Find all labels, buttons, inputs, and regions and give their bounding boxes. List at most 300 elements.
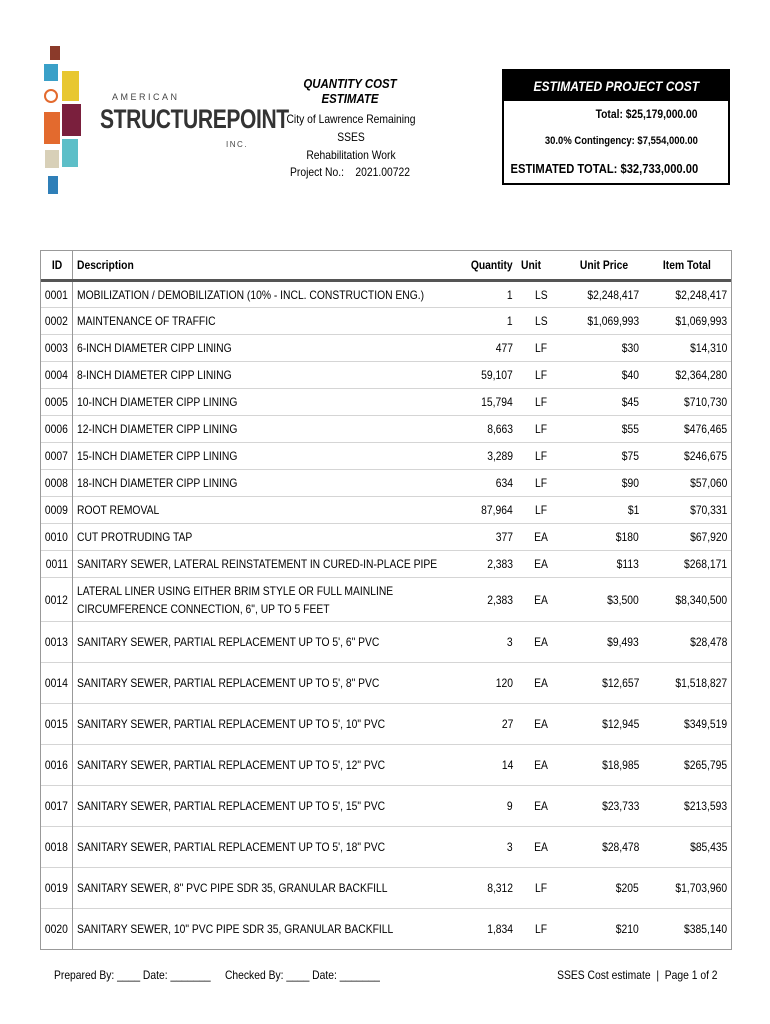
cell-id bbox=[41, 827, 73, 868]
cell-unit bbox=[517, 362, 565, 389]
cell-id bbox=[41, 389, 73, 416]
cell-description-text: 8-INCH DIAMETER CIPP LINING bbox=[77, 368, 232, 382]
cell-description bbox=[73, 524, 446, 551]
cell-description-text: SANITARY SEWER, PARTIAL REPLACEMENT UP TO 5', 8" PVC bbox=[77, 676, 380, 690]
cell-id bbox=[41, 551, 73, 578]
table-row bbox=[41, 335, 731, 362]
project-number bbox=[290, 165, 410, 179]
cell-unit-text: LF bbox=[534, 341, 548, 355]
cell-unit-text: LF bbox=[534, 503, 548, 517]
cell-id bbox=[41, 578, 73, 622]
cell-unit-price bbox=[565, 622, 643, 663]
cell-quantity-text: 3,289 bbox=[487, 449, 513, 463]
cell-unit-price bbox=[565, 551, 643, 578]
logo-square bbox=[44, 64, 58, 81]
cell-unit-price-text: $1,069,993 bbox=[587, 314, 639, 328]
cell-description-text: SANITARY SEWER, PARTIAL REPLACEMENT UP TO 5', 12" PVC bbox=[77, 758, 386, 772]
cell-unit bbox=[517, 524, 565, 551]
cell-unit-price bbox=[565, 416, 643, 443]
table-row bbox=[41, 470, 731, 497]
cell-unit-price bbox=[565, 389, 643, 416]
cell-id bbox=[41, 622, 73, 663]
cell-id-text: 0020 bbox=[45, 922, 68, 937]
cell-id-text: 0003 bbox=[45, 341, 68, 355]
column-header-item-total bbox=[643, 251, 731, 281]
cell-quantity bbox=[445, 497, 517, 524]
cell-id-text: 0013 bbox=[45, 635, 68, 649]
logo-square bbox=[48, 176, 58, 194]
cell-quantity-text: 1 bbox=[507, 314, 513, 328]
cell-quantity bbox=[445, 389, 517, 416]
cost-estimated-total: ESTIMATED TOTAL: $32,733,000.00 bbox=[510, 161, 698, 176]
cell-id-text: 0018 bbox=[45, 840, 68, 854]
company-logo bbox=[40, 44, 289, 196]
cell-description-text: SANITARY SEWER, 10" PVC PIPE SDR 35, GRANULAR BACKFILL bbox=[77, 922, 394, 937]
cell-item-total bbox=[643, 443, 731, 470]
cell-id bbox=[41, 868, 73, 909]
cell-unit-price-text: $75 bbox=[621, 449, 639, 463]
cell-description bbox=[73, 281, 446, 308]
cell-id-text: 0014 bbox=[45, 676, 68, 690]
cell-unit bbox=[517, 786, 565, 827]
cell-unit-price bbox=[565, 745, 643, 786]
cell-quantity bbox=[445, 704, 517, 745]
cell-id bbox=[41, 497, 73, 524]
cell-quantity bbox=[445, 524, 517, 551]
cell-item-total-text: $8,340,500 bbox=[675, 592, 727, 607]
cell-description bbox=[73, 909, 446, 950]
cell-item-total-text: $70,331 bbox=[689, 503, 727, 517]
cell-unit-price-text: $55 bbox=[621, 422, 639, 436]
cell-quantity-text: 1 bbox=[507, 287, 513, 302]
cell-quantity-text: 377 bbox=[495, 530, 513, 544]
cell-description-text: 18-INCH DIAMETER CIPP LINING bbox=[77, 476, 238, 490]
logo-square bbox=[62, 71, 79, 101]
cell-unit-text: EA bbox=[534, 592, 548, 607]
logo-ring bbox=[44, 89, 58, 103]
column-header-id-text: ID bbox=[51, 258, 62, 272]
cell-description-text: 15-INCH DIAMETER CIPP LINING bbox=[77, 449, 238, 463]
cell-description bbox=[73, 362, 446, 389]
cell-unit-price-text: $180 bbox=[616, 530, 639, 544]
cell-description-text: SANITARY SEWER, 8" PVC PIPE SDR 35, GRANULAR BACKFILL bbox=[77, 881, 388, 895]
cell-unit-text: LF bbox=[534, 476, 548, 490]
cell-description-text: LATERAL LINER USING EITHER BRIM STYLE OR FULL MAINLINE CIRCUMFERENCE CONNECTION, 6", UP TO 5 FEET bbox=[77, 583, 394, 616]
cell-item-total bbox=[643, 362, 731, 389]
cell-id bbox=[41, 416, 73, 443]
column-header-description-text: Description bbox=[77, 258, 134, 272]
cell-item-total-text: $2,248,417 bbox=[675, 287, 727, 302]
cell-id-text: 0006 bbox=[45, 422, 68, 436]
cell-unit-price-text: $28,478 bbox=[601, 840, 639, 854]
cell-unit bbox=[517, 551, 565, 578]
cell-unit-text: LF bbox=[534, 881, 548, 895]
cell-unit-text: LS bbox=[534, 314, 548, 328]
cell-unit-price-text: $23,733 bbox=[601, 799, 639, 813]
cell-unit-price bbox=[565, 827, 643, 868]
cell-item-total-text: $85,435 bbox=[689, 840, 727, 854]
cell-quantity bbox=[445, 470, 517, 497]
cell-unit-price-text: $3,500 bbox=[607, 592, 639, 607]
table-row bbox=[41, 281, 731, 308]
cell-unit-price bbox=[565, 868, 643, 909]
cell-quantity-text: 8,312 bbox=[487, 881, 513, 895]
cell-quantity bbox=[445, 868, 517, 909]
cell-quantity bbox=[445, 335, 517, 362]
cell-unit bbox=[517, 443, 565, 470]
cell-quantity bbox=[445, 909, 517, 950]
logo-square bbox=[44, 112, 60, 144]
cell-unit-text: EA bbox=[534, 840, 548, 854]
logo-square bbox=[62, 139, 78, 167]
cell-item-total bbox=[643, 622, 731, 663]
cell-description-text: SANITARY SEWER, PARTIAL REPLACEMENT UP TO 5', 15" PVC bbox=[77, 799, 386, 813]
cell-item-total bbox=[643, 335, 731, 362]
table-header-row bbox=[41, 251, 731, 281]
cell-quantity bbox=[445, 416, 517, 443]
cell-description bbox=[73, 416, 446, 443]
column-header-unit bbox=[517, 251, 565, 281]
cell-unit-price-text: $1 bbox=[627, 503, 639, 517]
cell-unit-price-text: $205 bbox=[616, 881, 639, 895]
cell-unit-price bbox=[565, 335, 643, 362]
document-title: QUANTITY COST ESTIMATE bbox=[303, 76, 397, 106]
cell-item-total-text: $57,060 bbox=[689, 476, 727, 490]
cell-item-total-text: $385,140 bbox=[683, 922, 727, 937]
column-header-description bbox=[73, 251, 446, 281]
cell-unit-price bbox=[565, 704, 643, 745]
cell-unit-price bbox=[565, 578, 643, 622]
cell-id-text: 0008 bbox=[45, 476, 68, 490]
cell-description-text: MAINTENANCE OF TRAFFIC bbox=[77, 314, 216, 328]
project-number-value: 2021.00722 bbox=[355, 165, 410, 179]
cell-item-total-text: $349,519 bbox=[683, 717, 727, 731]
cell-unit bbox=[517, 578, 565, 622]
cell-quantity-text: 59,107 bbox=[481, 368, 513, 382]
cell-quantity bbox=[445, 443, 517, 470]
column-header-quantity bbox=[445, 251, 517, 281]
cell-id-text: 0001 bbox=[45, 287, 68, 302]
cell-description-text: SANITARY SEWER, PARTIAL REPLACEMENT UP TO 5', 6" PVC bbox=[77, 635, 380, 649]
estimated-cost-title bbox=[504, 71, 728, 101]
cell-unit-text: EA bbox=[534, 758, 548, 772]
table-row bbox=[41, 362, 731, 389]
cell-description-text: 10-INCH DIAMETER CIPP LINING bbox=[77, 395, 238, 409]
cell-id-text: 0010 bbox=[45, 530, 68, 544]
cell-unit-price-text: $9,493 bbox=[607, 635, 639, 649]
cell-unit-price-text: $45 bbox=[621, 395, 639, 409]
cell-description-text: SANITARY SEWER, PARTIAL REPLACEMENT UP TO 5', 18" PVC bbox=[77, 840, 386, 854]
table-row bbox=[41, 443, 731, 470]
cell-id bbox=[41, 335, 73, 362]
cell-id bbox=[41, 281, 73, 308]
cell-item-total bbox=[643, 470, 731, 497]
cell-unit-price bbox=[565, 663, 643, 704]
table-row bbox=[41, 786, 731, 827]
column-header-unit-text: Unit bbox=[521, 258, 542, 272]
cell-unit bbox=[517, 389, 565, 416]
cell-id-text: 0009 bbox=[45, 503, 68, 517]
cell-quantity-text: 14 bbox=[501, 758, 513, 772]
cell-id bbox=[41, 524, 73, 551]
cell-item-total bbox=[643, 389, 731, 416]
cell-item-total-text: $246,675 bbox=[683, 449, 727, 463]
cell-quantity-text: 15,794 bbox=[481, 395, 513, 409]
table-row bbox=[41, 827, 731, 868]
cell-item-total-text: $265,795 bbox=[683, 758, 727, 772]
cell-item-total bbox=[643, 551, 731, 578]
cell-unit-price bbox=[565, 786, 643, 827]
cell-unit-text: EA bbox=[534, 717, 548, 731]
cell-id-text: 0002 bbox=[45, 314, 68, 328]
cell-item-total bbox=[643, 786, 731, 827]
cell-id-text: 0005 bbox=[45, 395, 68, 409]
cell-description bbox=[73, 389, 446, 416]
cell-description-text: ROOT REMOVAL bbox=[77, 503, 160, 517]
cell-quantity bbox=[445, 551, 517, 578]
cell-unit-text: EA bbox=[534, 557, 548, 571]
cell-unit-price-text: $12,657 bbox=[601, 676, 639, 690]
cell-unit-price-text: $30 bbox=[621, 341, 639, 355]
cell-quantity bbox=[445, 362, 517, 389]
cell-description-text: 12-INCH DIAMETER CIPP LINING bbox=[77, 422, 238, 436]
cell-quantity-text: 9 bbox=[507, 799, 513, 813]
cell-description-text: 6-INCH DIAMETER CIPP LINING bbox=[77, 341, 232, 355]
cell-quantity-text: 3 bbox=[507, 840, 513, 854]
cell-quantity-text: 27 bbox=[501, 717, 513, 731]
cell-quantity bbox=[445, 745, 517, 786]
table-body bbox=[41, 281, 731, 950]
cell-description bbox=[73, 622, 446, 663]
column-header-unit-price bbox=[565, 251, 643, 281]
cell-unit-text: LF bbox=[534, 449, 548, 463]
cell-unit bbox=[517, 663, 565, 704]
cell-item-total bbox=[643, 281, 731, 308]
cell-item-total bbox=[643, 909, 731, 950]
cell-unit-price-text: $210 bbox=[616, 922, 639, 937]
cell-id-text: 0019 bbox=[45, 881, 68, 895]
cell-item-total bbox=[643, 663, 731, 704]
cell-description bbox=[73, 745, 446, 786]
cell-quantity-text: 2,383 bbox=[487, 592, 513, 607]
cell-unit-price-text: $90 bbox=[621, 476, 639, 490]
cell-quantity bbox=[445, 663, 517, 704]
cell-unit-price bbox=[565, 524, 643, 551]
cell-description bbox=[73, 470, 446, 497]
logo-text-american: AMERICAN bbox=[112, 92, 180, 102]
cell-id bbox=[41, 362, 73, 389]
cell-item-total-text: $213,593 bbox=[683, 799, 727, 813]
cell-item-total-text: $67,920 bbox=[689, 530, 727, 544]
table-row bbox=[41, 578, 731, 622]
cell-quantity bbox=[445, 578, 517, 622]
project-name-line2: Rehabilitation Work bbox=[306, 148, 396, 162]
cell-id bbox=[41, 470, 73, 497]
column-header-unit-price-text: Unit Price bbox=[579, 258, 629, 272]
cell-id-text: 0011 bbox=[45, 557, 68, 571]
cell-unit-price-text: $40 bbox=[621, 368, 639, 382]
cell-id-text: 0015 bbox=[45, 717, 68, 731]
cell-unit-price bbox=[565, 281, 643, 308]
cell-description bbox=[73, 786, 446, 827]
cell-item-total bbox=[643, 704, 731, 745]
cell-quantity bbox=[445, 786, 517, 827]
cell-description-text: SANITARY SEWER, LATERAL REINSTATEMENT IN CURED-IN-PLACE PIPE bbox=[77, 557, 438, 571]
cell-quantity bbox=[445, 827, 517, 868]
cell-unit-text: EA bbox=[534, 676, 548, 690]
cell-unit-price bbox=[565, 308, 643, 335]
cell-description bbox=[73, 578, 446, 622]
project-name-line1: City of Lawrence Remaining SSES bbox=[286, 112, 416, 144]
cell-description bbox=[73, 663, 446, 704]
cell-description bbox=[73, 308, 446, 335]
cell-description bbox=[73, 335, 446, 362]
cell-quantity bbox=[445, 622, 517, 663]
cell-unit-text: LF bbox=[534, 422, 548, 436]
cell-description bbox=[73, 704, 446, 745]
cell-item-total bbox=[643, 308, 731, 335]
cell-unit-text: LF bbox=[534, 395, 548, 409]
logo-square bbox=[62, 104, 81, 136]
cell-item-total-text: $1,518,827 bbox=[675, 676, 727, 690]
table-row bbox=[41, 389, 731, 416]
cell-unit-price-text: $113 bbox=[616, 557, 639, 571]
table-row bbox=[41, 551, 731, 578]
cell-description bbox=[73, 497, 446, 524]
cost-table-grid bbox=[41, 251, 731, 950]
table-row bbox=[41, 663, 731, 704]
cell-id bbox=[41, 443, 73, 470]
cell-item-total bbox=[643, 745, 731, 786]
project-number-label: Project No.: bbox=[290, 165, 344, 179]
cell-item-total bbox=[643, 827, 731, 868]
cell-unit-price-text: $2,248,417 bbox=[587, 287, 639, 302]
cell-id-text: 0004 bbox=[45, 368, 68, 382]
cell-item-total-text: $2,364,280 bbox=[675, 368, 727, 382]
table-row bbox=[41, 622, 731, 663]
cell-unit bbox=[517, 745, 565, 786]
cell-item-total-text: $28,478 bbox=[689, 635, 727, 649]
cell-unit-price bbox=[565, 909, 643, 950]
cell-id-text: 0007 bbox=[45, 449, 68, 463]
cell-quantity bbox=[445, 308, 517, 335]
cell-item-total-text: $14,310 bbox=[689, 341, 727, 355]
estimated-cost-title-text: ESTIMATED PROJECT COST bbox=[533, 78, 699, 94]
table-row bbox=[41, 909, 731, 950]
cell-quantity-text: 3 bbox=[507, 635, 513, 649]
column-header-item-total-text: Item Total bbox=[663, 258, 711, 272]
cell-unit bbox=[517, 281, 565, 308]
cell-quantity-text: 120 bbox=[495, 676, 513, 690]
cell-description-text: CUT PROTRUDING TAP bbox=[77, 530, 193, 544]
cell-unit-price-text: $18,985 bbox=[601, 758, 639, 772]
cell-id-text: 0012 bbox=[45, 592, 68, 607]
cell-unit bbox=[517, 868, 565, 909]
cell-description bbox=[73, 443, 446, 470]
table-row bbox=[41, 308, 731, 335]
cell-unit bbox=[517, 335, 565, 362]
cell-description-text: SANITARY SEWER, PARTIAL REPLACEMENT UP TO 5', 10" PVC bbox=[77, 717, 386, 731]
cell-item-total bbox=[643, 578, 731, 622]
cell-quantity-text: 8,663 bbox=[487, 422, 513, 436]
cell-unit-text: EA bbox=[534, 799, 548, 813]
cell-item-total bbox=[643, 524, 731, 551]
cell-item-total bbox=[643, 497, 731, 524]
cell-item-total-text: $268,171 bbox=[683, 557, 727, 571]
logo-square bbox=[45, 150, 59, 168]
cell-unit-price bbox=[565, 497, 643, 524]
cell-id bbox=[41, 308, 73, 335]
cell-description bbox=[73, 827, 446, 868]
cell-unit bbox=[517, 909, 565, 950]
cost-contingency: 30.0% Contingency: $7,554,000.00 bbox=[544, 135, 698, 147]
cell-unit-text: LS bbox=[534, 287, 548, 302]
cell-item-total-text: $476,465 bbox=[683, 422, 727, 436]
logo-text-inc: INC. bbox=[226, 140, 248, 149]
cell-unit-price bbox=[565, 470, 643, 497]
cell-description bbox=[73, 551, 446, 578]
cell-unit-text: LF bbox=[534, 922, 548, 937]
cell-unit-text: LF bbox=[534, 368, 548, 382]
cell-unit-price-text: $12,945 bbox=[601, 717, 639, 731]
column-header-quantity-text: Quantity bbox=[471, 258, 513, 272]
cell-id bbox=[41, 745, 73, 786]
cell-item-total-text: $1,069,993 bbox=[675, 314, 727, 328]
cell-unit-price bbox=[565, 362, 643, 389]
cell-unit bbox=[517, 497, 565, 524]
cell-id bbox=[41, 663, 73, 704]
cell-unit bbox=[517, 470, 565, 497]
cell-item-total bbox=[643, 416, 731, 443]
cost-total: Total: $25,179,000.00 bbox=[596, 107, 698, 121]
cell-id-text: 0016 bbox=[45, 758, 68, 772]
cell-unit bbox=[517, 308, 565, 335]
logo-text-structurepoint: STRUCTUREPOINT bbox=[100, 104, 289, 134]
table-row bbox=[41, 416, 731, 443]
cell-id bbox=[41, 704, 73, 745]
cell-quantity-text: 477 bbox=[495, 341, 513, 355]
cell-id-text: 0017 bbox=[45, 799, 68, 813]
cell-unit-text: EA bbox=[534, 530, 548, 544]
cell-unit-text: EA bbox=[534, 635, 548, 649]
table-row bbox=[41, 745, 731, 786]
cell-quantity-text: 87,964 bbox=[481, 503, 513, 517]
cell-description-text: MOBILIZATION / DEMOBILIZATION (10% - INCL. CONSTRUCTION ENG.) bbox=[77, 287, 425, 302]
cell-unit bbox=[517, 416, 565, 443]
cell-unit-price bbox=[565, 443, 643, 470]
logo-square bbox=[50, 46, 60, 60]
column-header-id bbox=[41, 251, 73, 281]
project-name bbox=[278, 110, 424, 164]
table-row bbox=[41, 524, 731, 551]
table-row bbox=[41, 704, 731, 745]
cell-unit bbox=[517, 704, 565, 745]
cell-quantity-text: 634 bbox=[495, 476, 513, 490]
cell-quantity bbox=[445, 281, 517, 308]
cell-quantity-text: 2,383 bbox=[487, 557, 513, 571]
cell-item-total-text: $1,703,960 bbox=[675, 881, 727, 895]
cost-table bbox=[40, 250, 732, 950]
table-row bbox=[41, 497, 731, 524]
cell-quantity-text: 1,834 bbox=[487, 922, 513, 937]
cell-description bbox=[73, 868, 446, 909]
cell-id bbox=[41, 909, 73, 950]
cell-unit bbox=[517, 622, 565, 663]
footer-signoff: Prepared By: ____ Date: _______ Checked By: ____ Date: _______ bbox=[54, 968, 380, 982]
footer-page-info: SSES Cost estimate | Page 1 of 2 bbox=[557, 968, 718, 982]
cell-id bbox=[41, 786, 73, 827]
cell-item-total-text: $710,730 bbox=[683, 395, 727, 409]
